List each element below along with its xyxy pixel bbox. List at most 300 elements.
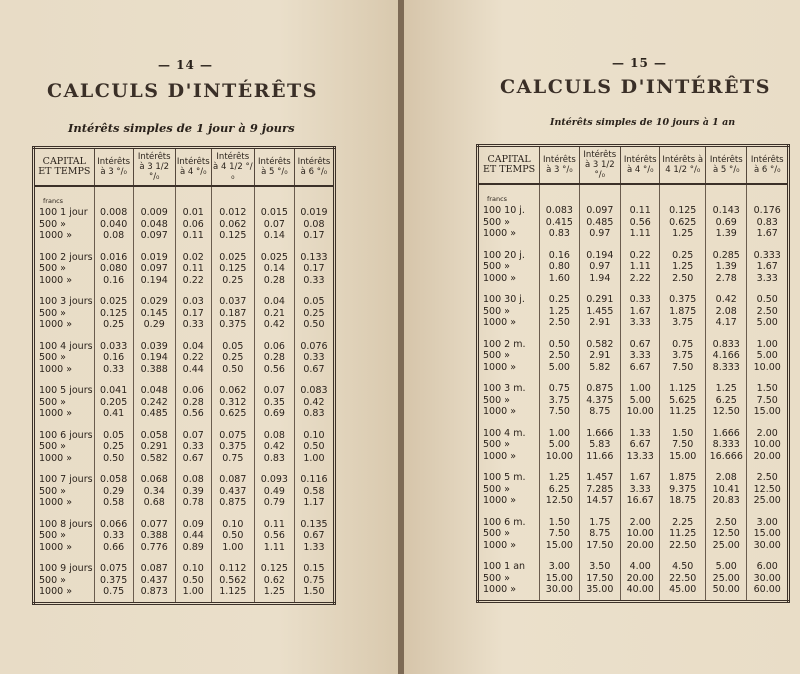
interest-cell — [254, 468, 294, 513]
interest-value: 6.00 — [756, 561, 778, 572]
interest-cell — [294, 290, 334, 335]
interest-value: 0.17 — [182, 307, 204, 319]
interest-value: 0.087 — [219, 474, 247, 485]
interest-value: 0.388 — [140, 530, 168, 541]
interest-cell — [211, 335, 254, 380]
interest-value: 1.39 — [715, 261, 737, 272]
interest-value: 20.00 — [626, 539, 654, 551]
interest-value: 1.125 — [669, 383, 697, 394]
interest-value: 0.39 — [182, 485, 204, 497]
interest-cell — [133, 186, 175, 246]
interest-value: 0.83 — [303, 408, 325, 419]
interest-value: 0.015 — [260, 207, 288, 218]
row-label: 100 6 m. — [483, 516, 526, 528]
interest-value: 0.097 — [140, 263, 168, 274]
interest-value: 1.67 — [629, 472, 651, 483]
interest-value: 0.79 — [263, 497, 285, 508]
capital-time-cell — [478, 377, 540, 422]
interest-value: 2.50 — [756, 472, 778, 483]
interest-cell — [621, 288, 660, 333]
interest-value: 7.50 — [548, 406, 570, 417]
column-header-rate: Intérêts à 4 1/2 °/₀ — [660, 146, 706, 185]
row-label: 500 » — [39, 352, 66, 363]
interest-value: 7.50 — [672, 361, 694, 373]
table-row — [34, 335, 335, 380]
interest-value: 0.875 — [219, 497, 247, 508]
column-header-rate: Intérêts à 3 °/₀ — [94, 148, 133, 187]
capital-time-cell — [34, 186, 95, 246]
interest-cell — [660, 466, 706, 511]
interest-value: 12.50 — [712, 406, 740, 417]
interest-value: 1.33 — [629, 427, 651, 439]
interest-value: 5.00 — [548, 361, 570, 373]
interest-value: 0.44 — [182, 363, 204, 375]
interest-value: 0.03 — [182, 296, 204, 307]
row-label: 500 » — [39, 396, 66, 408]
interest-value: 2.50 — [548, 350, 570, 361]
capital-time-cell — [34, 335, 95, 380]
table-row — [34, 290, 335, 335]
interest-value: 0.075 — [100, 563, 128, 574]
interest-value: 2.78 — [715, 272, 737, 284]
row-label: 500 » — [483, 394, 510, 406]
interest-cell — [133, 290, 175, 335]
interest-value: 0.50 — [303, 319, 325, 330]
interest-cell — [94, 379, 133, 424]
interest-cell — [254, 424, 294, 469]
interest-value: 3.75 — [672, 317, 694, 328]
row-label: 100 3 m. — [483, 383, 526, 394]
interest-value: 14.57 — [586, 495, 614, 506]
interest-value: 0.41 — [103, 408, 125, 419]
column-header-rate: Intérêts à 3 °/₀ — [540, 146, 579, 185]
spacer — [213, 193, 253, 207]
column-header-rate: Intérêts à 5 °/₀ — [706, 146, 747, 185]
interest-value: 0.58 — [303, 485, 325, 497]
interest-cell — [621, 244, 660, 289]
interest-cell — [706, 333, 747, 378]
interest-value: 11.66 — [586, 450, 614, 462]
capital-time-cell — [478, 244, 540, 289]
interest-cell — [579, 244, 620, 289]
interest-cell — [706, 555, 747, 601]
interest-value: 0.56 — [263, 363, 285, 375]
interest-cell — [294, 246, 334, 291]
interest-cell — [579, 555, 620, 601]
interest-value: 0.187 — [219, 307, 247, 319]
interest-value: 0.16 — [548, 249, 570, 261]
interest-value: 2.25 — [672, 516, 694, 528]
capital-time-cell — [34, 290, 95, 335]
interest-value: 0.22 — [629, 249, 651, 261]
interest-value: 0.25 — [672, 249, 694, 261]
interest-value: 2.50 — [715, 516, 737, 528]
interest-cell — [294, 335, 334, 380]
spacer — [96, 193, 132, 207]
spacer — [581, 191, 619, 205]
interest-value: 0.08 — [303, 218, 325, 230]
interest-value: 0.625 — [219, 408, 247, 419]
interest-value: 0.97 — [589, 228, 611, 239]
interest-value: 0.437 — [140, 574, 168, 586]
interest-value: 0.01 — [182, 207, 204, 218]
interest-value: 0.07 — [263, 385, 285, 396]
interest-value: 0.25 — [103, 441, 125, 452]
interest-value: 0.012 — [219, 207, 247, 218]
interest-value: 60.00 — [753, 584, 781, 595]
interest-value: 0.17 — [303, 230, 325, 241]
interest-cell — [579, 511, 620, 556]
interest-cell — [254, 186, 294, 246]
interest-cell — [294, 468, 334, 513]
interest-table — [476, 144, 790, 603]
interest-value: 8.333 — [712, 439, 740, 450]
row-label: 500 » — [483, 572, 510, 584]
interest-value: 2.22 — [629, 272, 651, 284]
row-label: 100 20 j. — [483, 249, 525, 261]
row-label: 1000 » — [483, 272, 517, 284]
row-label: 500 » — [483, 439, 510, 450]
interest-value: 22.50 — [669, 572, 697, 584]
row-label: 500 » — [39, 263, 66, 274]
interest-value: 0.033 — [100, 340, 128, 352]
column-header-rate: Intérêts à 4 °/₀ — [175, 148, 211, 187]
interest-cell — [579, 184, 620, 244]
interest-value: 30.00 — [545, 584, 573, 595]
interest-value: 0.68 — [143, 497, 165, 508]
interest-value: 0.025 — [260, 251, 288, 263]
spacer — [707, 191, 745, 205]
capital-time-cell — [34, 424, 95, 469]
interest-cell — [621, 511, 660, 556]
interest-cell — [579, 288, 620, 333]
interest-value: 0.29 — [143, 319, 165, 330]
interest-value: 12.50 — [545, 495, 573, 506]
interest-cell — [175, 290, 211, 335]
table-row — [34, 246, 335, 291]
interest-value: 0.56 — [629, 216, 651, 228]
interest-cell — [254, 246, 294, 291]
interest-value: 0.194 — [140, 274, 168, 286]
interest-value: 18.75 — [669, 495, 697, 506]
row-label: 1000 » — [39, 363, 73, 375]
interest-value: 5.625 — [669, 394, 697, 406]
interest-value: 0.194 — [586, 249, 614, 261]
interest-value: 5.00 — [756, 350, 778, 361]
row-label: 500 » — [39, 485, 66, 497]
interest-value: 2.50 — [756, 305, 778, 317]
interest-cell — [294, 424, 334, 469]
interest-value: 1.50 — [756, 383, 778, 394]
capital-time-cell — [478, 333, 540, 378]
interest-value: 7.50 — [548, 528, 570, 539]
interest-value: 0.78 — [182, 497, 204, 508]
interest-value: 17.50 — [586, 572, 614, 584]
table-row — [34, 186, 335, 246]
interest-cell — [660, 377, 706, 422]
page-number: — 15 — — [612, 56, 668, 70]
unit-label: francs — [487, 195, 508, 203]
interest-value: 0.33 — [103, 530, 125, 541]
capital-time-cell — [478, 288, 540, 333]
row-label: 1000 » — [483, 317, 517, 328]
interest-value: 15.00 — [753, 406, 781, 417]
interest-value: 0.04 — [263, 296, 285, 307]
interest-value: 4.50 — [672, 561, 694, 572]
interest-value: 9.375 — [669, 483, 697, 495]
interest-value: 0.28 — [182, 396, 204, 408]
interest-value: 0.875 — [586, 383, 614, 394]
capital-time-cell — [478, 422, 540, 467]
page-subtitle: Intérêts simples de 10 jours à 1 an — [550, 117, 736, 128]
interest-value: 0.125 — [100, 307, 128, 319]
interest-value: 3.00 — [548, 561, 570, 572]
interest-value: 10.00 — [753, 361, 781, 373]
interest-value: 0.07 — [263, 218, 285, 230]
column-header-rate: Intérêts à 5 °/₀ — [254, 148, 294, 187]
spacer — [256, 193, 293, 207]
interest-value: 1.125 — [219, 586, 247, 597]
interest-value: 22.50 — [669, 539, 697, 551]
interest-value: 2.00 — [756, 427, 778, 439]
interest-value: 7.50 — [756, 394, 778, 406]
interest-value: 3.75 — [548, 394, 570, 406]
interest-value: 0.75 — [222, 452, 244, 464]
interest-value: 0.291 — [586, 294, 614, 305]
interest-value: 3.33 — [629, 483, 651, 495]
interest-cell — [211, 468, 254, 513]
interest-value: 2.08 — [715, 472, 737, 483]
interest-value: 0.83 — [263, 452, 285, 464]
column-header-rate: Intérêts à 6 °/₀ — [747, 146, 789, 185]
interest-value: 1.11 — [629, 228, 651, 239]
interest-value: 5.00 — [629, 394, 651, 406]
interest-value: 0.039 — [140, 340, 168, 352]
column-header-rate: Intérêts à 6 °/₀ — [294, 148, 334, 187]
interest-value: 0.415 — [545, 216, 573, 228]
page-title: CALCULS D'INTÉRÊTS — [500, 76, 771, 98]
interest-cell — [660, 333, 706, 378]
interest-value: 3.75 — [672, 350, 694, 361]
interest-value: 0.029 — [140, 296, 168, 307]
interest-value: 1.00 — [182, 586, 204, 597]
interest-value: 0.50 — [222, 530, 244, 541]
interest-value: 8.75 — [589, 406, 611, 417]
interest-value: 0.49 — [263, 485, 285, 497]
spacer — [296, 193, 332, 207]
interest-value: 0.11 — [182, 263, 204, 274]
interest-value: 0.14 — [263, 263, 285, 274]
interest-value: 0.56 — [182, 408, 204, 419]
spacer — [748, 191, 786, 205]
interest-value: 0.375 — [100, 574, 128, 586]
interest-value: 0.56 — [263, 530, 285, 541]
interest-cell — [579, 422, 620, 467]
interest-value: 1.67 — [756, 228, 778, 239]
interest-value: 0.375 — [219, 441, 247, 452]
interest-value: 0.048 — [140, 218, 168, 230]
interest-value: 6.67 — [629, 439, 651, 450]
interest-value: 1.25 — [715, 383, 737, 394]
interest-value: 1.11 — [263, 541, 285, 553]
interest-value: 1.455 — [586, 305, 614, 317]
spacer — [661, 191, 704, 205]
interest-value: 1.33 — [303, 541, 325, 553]
interest-value: 1.00 — [222, 541, 244, 553]
interest-value: 3.50 — [589, 561, 611, 572]
interest-cell — [211, 557, 254, 603]
capital-time-cell — [34, 513, 95, 558]
table-row — [478, 555, 789, 601]
interest-cell — [175, 379, 211, 424]
interest-value: 10.00 — [545, 450, 573, 462]
interest-value: 0.67 — [629, 338, 651, 350]
interest-value: 0.058 — [140, 429, 168, 441]
interest-value: 0.09 — [182, 518, 204, 530]
interest-value: 4.17 — [715, 317, 737, 328]
interest-value: 0.075 — [219, 429, 247, 441]
interest-value: 0.125 — [219, 263, 247, 274]
interest-cell — [94, 468, 133, 513]
interest-cell — [621, 555, 660, 601]
interest-cell — [254, 379, 294, 424]
interest-value: 0.08 — [263, 429, 285, 441]
interest-cell — [175, 557, 211, 603]
interest-value: 0.35 — [263, 396, 285, 408]
interest-value: 1.60 — [548, 272, 570, 284]
interest-value: 1.25 — [263, 586, 285, 597]
interest-value: 0.33 — [182, 441, 204, 452]
spacer — [622, 191, 658, 205]
interest-cell — [579, 466, 620, 511]
interest-value: 1.457 — [586, 472, 614, 483]
interest-cell — [747, 555, 789, 601]
interest-value: 11.25 — [669, 528, 697, 539]
interest-cell — [706, 184, 747, 244]
interest-value: 0.11 — [263, 518, 285, 530]
column-header-rate: Intérêts à 4 °/₀ — [621, 146, 660, 185]
interest-cell — [94, 186, 133, 246]
interest-value: 0.50 — [182, 574, 204, 586]
interest-cell — [540, 511, 579, 556]
column-header-rate: Intérêts à 3 1/2 °/₀ — [133, 148, 175, 187]
interest-value: 0.080 — [100, 263, 128, 274]
interest-value: 0.16 — [103, 352, 125, 363]
interest-value: 5.00 — [715, 561, 737, 572]
interest-value: 3.33 — [756, 272, 778, 284]
interest-value: 0.75 — [103, 586, 125, 597]
interest-value: 0.776 — [140, 541, 168, 553]
row-label: 100 5 m. — [483, 472, 526, 483]
interest-value: 0.048 — [140, 385, 168, 396]
interest-value: 0.485 — [586, 216, 614, 228]
row-label: 1000 » — [39, 319, 73, 330]
interest-value: 1.00 — [303, 452, 325, 464]
left-page — [0, 0, 398, 674]
interest-cell — [254, 290, 294, 335]
interest-cell — [747, 466, 789, 511]
interest-value: 1.25 — [672, 228, 694, 239]
interest-value: 0.037 — [219, 296, 247, 307]
interest-value: 0.083 — [545, 205, 573, 216]
interest-value: 0.28 — [263, 352, 285, 363]
interest-value: 30.00 — [753, 572, 781, 584]
interest-value: 4.166 — [712, 350, 740, 361]
interest-cell — [175, 468, 211, 513]
interest-value: 0.28 — [263, 274, 285, 286]
row-label: 1000 » — [483, 406, 517, 417]
interest-value: 0.67 — [182, 452, 204, 464]
interest-value: 4.00 — [629, 561, 651, 572]
interest-value: 1.00 — [756, 338, 778, 350]
row-label: 100 8 jours — [39, 518, 93, 530]
interest-cell — [540, 244, 579, 289]
interest-cell — [579, 333, 620, 378]
interest-cell — [747, 333, 789, 378]
interest-value: 0.33 — [629, 294, 651, 305]
interest-value: 0.242 — [140, 396, 168, 408]
interest-value: 0.025 — [100, 296, 128, 307]
interest-value: 0.087 — [140, 563, 168, 574]
table-row — [34, 468, 335, 513]
interest-value: 0.083 — [300, 385, 328, 396]
interest-value: 1.666 — [586, 427, 614, 439]
interest-value: 0.17 — [303, 263, 325, 274]
interest-value: 0.08 — [103, 230, 125, 241]
table-row — [478, 511, 789, 556]
interest-cell — [747, 288, 789, 333]
interest-cell — [706, 511, 747, 556]
interest-value: 0.75 — [548, 383, 570, 394]
row-label: 500 » — [39, 307, 66, 319]
interest-value: 0.02 — [182, 251, 204, 263]
interest-cell — [540, 288, 579, 333]
interest-value: 15.00 — [753, 528, 781, 539]
interest-value: 0.11 — [629, 205, 651, 216]
interest-value: 0.10 — [222, 518, 244, 530]
row-label: 500 » — [483, 261, 510, 272]
interest-value: 20.00 — [753, 450, 781, 462]
interest-cell — [660, 511, 706, 556]
interest-value: 0.125 — [260, 563, 288, 574]
interest-value: 0.25 — [103, 319, 125, 330]
interest-value: 0.50 — [756, 294, 778, 305]
interest-cell — [133, 557, 175, 603]
interest-cell — [540, 466, 579, 511]
interest-value: 0.097 — [140, 230, 168, 241]
table-row — [478, 244, 789, 289]
interest-value: 2.91 — [589, 317, 611, 328]
interest-value: 0.69 — [715, 216, 737, 228]
row-label: 500 » — [483, 350, 510, 361]
row-label: 100 1 an — [483, 561, 526, 572]
unit-label: francs — [43, 197, 64, 205]
row-label: 100 30 j. — [483, 294, 525, 305]
interest-value: 10.00 — [753, 439, 781, 450]
interest-value: 20.83 — [712, 495, 740, 506]
row-label: 100 4 m. — [483, 427, 526, 439]
interest-cell — [94, 246, 133, 291]
interest-value: 40.00 — [626, 584, 654, 595]
interest-cell — [660, 184, 706, 244]
interest-value: 16.67 — [626, 495, 654, 506]
interest-value: 0.25 — [222, 352, 244, 363]
interest-value: 1.67 — [629, 305, 651, 317]
table-row — [478, 288, 789, 333]
interest-value: 0.312 — [219, 396, 247, 408]
row-label: 500 » — [483, 483, 510, 495]
interest-value: 0.75 — [303, 574, 325, 586]
